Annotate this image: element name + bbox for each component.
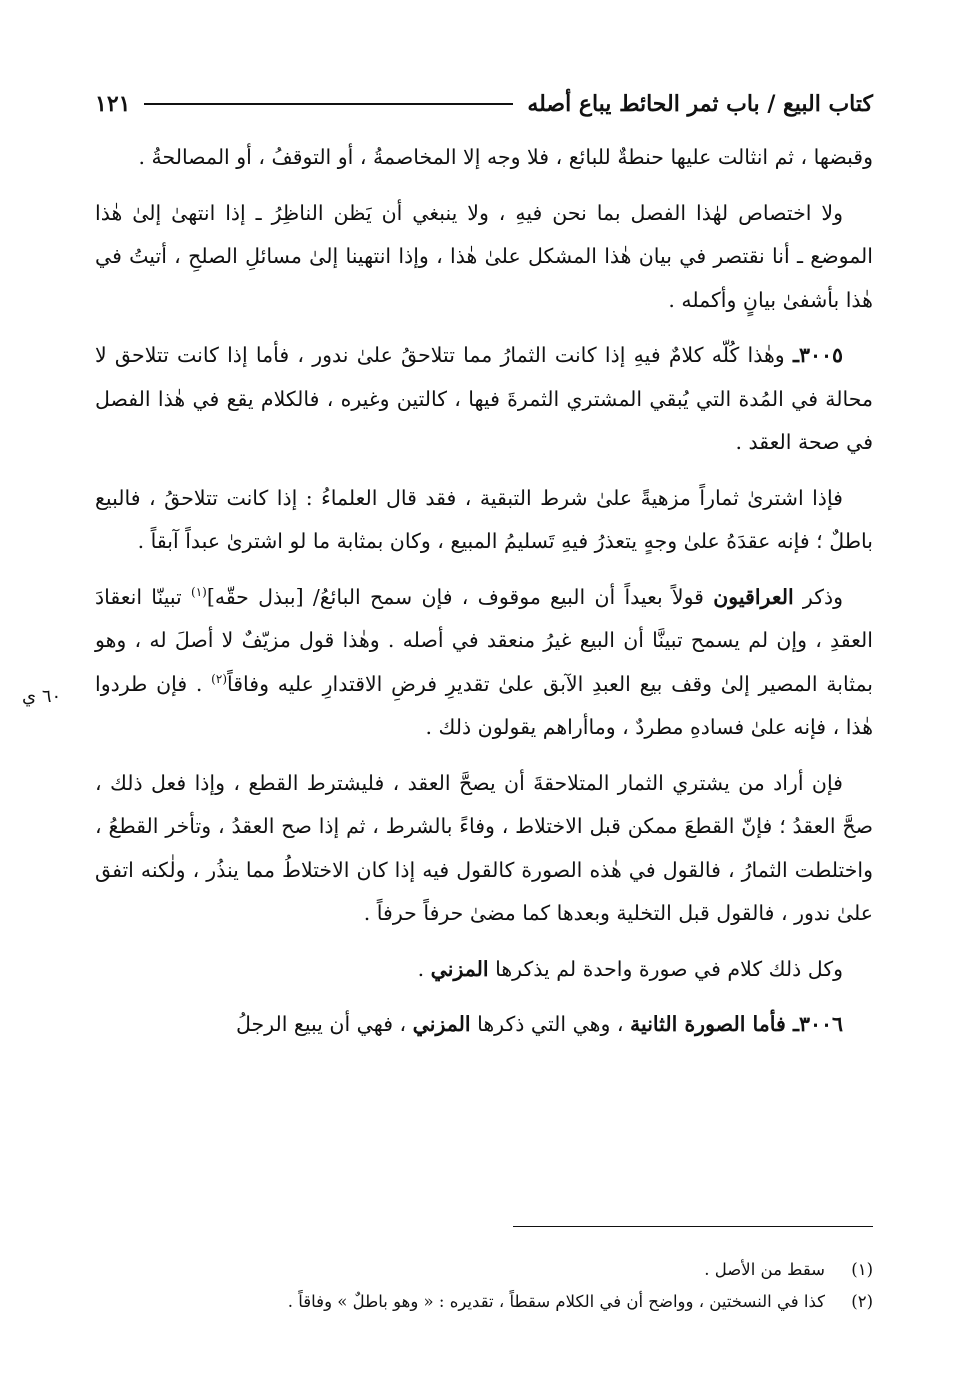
paragraph-text: . فإن طردوا هٰذا ، فإنه علىٰ فسادهِ مطردٌ ، وماأراهم يقولون ذلك . xyxy=(95,671,873,739)
paragraph-text: . xyxy=(417,956,431,981)
paragraph-text: وذكر xyxy=(793,584,843,609)
paragraph-text: وهٰذا كُلّه كلامٌ فيهِ إذا كانت الثمارُ مما تتلاحقُ علىٰ ندور ، فأما إذا كانت تتلاحق لا محالة في المُدة التي يُبقي المشتري الثمرةَ فيها ، كالتين وغيره ، فالكلام يقع في هٰذا الفصل في صحة العقد . xyxy=(95,343,873,454)
page-number: ١٢١ xyxy=(95,91,131,117)
paragraph xyxy=(95,136,873,180)
paragraph xyxy=(95,192,873,323)
paragraph-text: ، فهي أن يبيع الرجلُ xyxy=(235,1012,413,1036)
footnotes xyxy=(95,1254,873,1318)
main-text xyxy=(95,136,873,1059)
footnote-number: (١) xyxy=(851,1260,873,1279)
footnote-text: كذا في النسختين ، وواضح أن في الكلام سقطاً ، تقديره : « وهو باطلٌ » وفاقاً . xyxy=(287,1292,825,1311)
bold-term: العراقيون xyxy=(713,584,794,609)
header-rule xyxy=(144,103,513,105)
footnote-number: (٢) xyxy=(851,1292,873,1311)
paragraph xyxy=(95,334,873,465)
bold-term: المزني xyxy=(430,956,489,981)
section-number: ٣٠٠٥ـ xyxy=(792,343,843,367)
paragraph xyxy=(95,948,873,992)
paragraph xyxy=(95,477,873,564)
running-header xyxy=(95,86,873,122)
paragraph-text: فإن أراد من يشتري الثمار المتلاحقةَ أن يصحَّ العقد ، فليشترط القطع ، وإذا فعل ذلك ، صحَّ العقدُ ؛ فإنّ القطعَ ممكن قبل الاختلاط ، وفاءً بالشرط ، ثم إذا صح العقدُ ، وتأخر القطعُ ، واختلطت الثمارُ ، فالقول في هٰذه الصورة كالقول فيه إذا كان الاختلاطُ مما ينذُر ، ولٰكنه اتفق علىٰ ندور ، فالقول قبل التخلية وبعدها كما مضىٰ حرفاً حرفاً . xyxy=(95,770,873,925)
paragraph xyxy=(95,576,873,750)
paragraph-text: فإذا اشترىٰ ثماراً مزهيةً علىٰ شرط التبقية ، فقد قال العلماءُ : إذا كانت تتلاحقُ ، فالبيع باطلٌ ؛ فإنه عقدَهُ علىٰ وجهٍ يتعذرُ فيهِ تَسليمُ المبيع ، وكان بمثابة ما لو اشترىٰ عبداً آبقاً . xyxy=(95,485,873,553)
paragraph xyxy=(95,1003,873,1047)
paragraph-text: وكل ذلك كلام في صورة واحدة لم يذكرها xyxy=(488,956,843,981)
footnote-text: سقط من الأصل . xyxy=(704,1260,825,1279)
bold-term: المزني xyxy=(412,1012,471,1036)
paragraph-text: تبينّا انعقادَ العقدِ ، وإن لم يسمح تبينَّا أن البيع غيرُ منعقد في أصله . وهٰذا قول مزيّفٌ لا أصلَ له ، وهو بمثابة المصير إلىٰ وقف بيع العبدِ الآبق علىٰ تقديرِ فرضِ الاقتدارِ عليه وفاقاً xyxy=(95,584,873,696)
paragraph-text: ولا اختصاص لهٰذا الفصل بما نحن فيهِ ، ولا ينبغي أن يَظن الناظِرُ ـ إذا انتهىٰ إلىٰ هٰذا الموضع ـ أنا نقتصر في بيان هٰذا المشكل علىٰ هٰذا ، وإذا انتهينا إلىٰ مسائلِ الصلحِ ، أتيتُ في هٰذا بأشفىٰ بيانٍ وأكمله . xyxy=(95,200,873,312)
paragraph-text: وقبضها ، ثم انثالت عليها حنطةٌ للبائع ، فلا وجه إلا المخاصمةُ ، أو التوقفُ ، أو المصالحةُ . xyxy=(138,145,873,169)
section-number: ٣٠٠٦ـ xyxy=(792,1012,843,1036)
paragraph-text: قولاً بعيداً أن البيع موقوف ، فإن سمح البائعُ/ [ببذل حقّه] xyxy=(206,584,714,609)
paragraph xyxy=(95,762,873,936)
paragraph-text: ، وهي التي ذكرها xyxy=(470,1012,631,1036)
bold-term: فأما الصورة الثانية xyxy=(630,1012,793,1036)
margin-note: ٦٠ ي xyxy=(22,686,62,707)
footnote-ref: (٢) xyxy=(211,671,227,686)
footnote-divider xyxy=(513,1226,873,1227)
footnote xyxy=(95,1286,873,1318)
footnote xyxy=(95,1254,873,1286)
footnote-ref: (١) xyxy=(191,584,207,599)
running-title: كتاب البيع / باب ثمر الحائط يباع أصله xyxy=(527,91,873,117)
